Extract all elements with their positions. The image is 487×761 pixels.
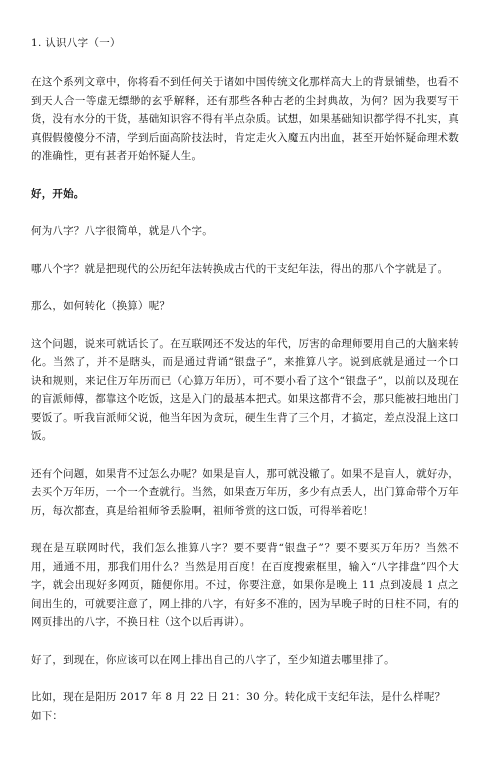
intro-paragraph: 在这个系列文章中，你将看不到任何关于诸如中国传统文化那样高大上的背景铺垫，也看不到天人合一等虚无缥缈的玄乎解释，还有那些各种古老的尘封典故，为何？因为我要写干货，没有水分的干货，基础知识容不得有半点杂质。试想，如果基础知识都学得不扎实，真真假假傻傻分不清，学到后面高阶技法时，肯定走火入魔五内出血，甚至开始怀疑命理术数的准确性，更有甚者开始怀疑人生。: [31, 76, 459, 162]
example-paragraph: 比如，现在是阳历 2017 年 8 月 22 日 21：30 分。转化成干支纪年法，是什么样呢？: [31, 691, 446, 703]
almanac-paragraph: 还有个问题，如果背不过怎么办呢？如果是盲人，那可就没辙了。如果不是盲人，就好办，去买个万年历，一个一个查就行。当然，如果查万年历，多少有点丢人，出门算命带个万年历，每次都查，真是给祖师爷丢脸啊，祖师爷赏的这口饭，可得举着吃！: [31, 467, 459, 517]
as-follows-paragraph: 如下：: [31, 709, 64, 722]
which-eight-paragraph: 哪八个字？就是把现代的公历纪年法转换成古代的干支纪年法，得出的那八个字就是了。: [31, 262, 449, 275]
memorization-paragraph: 这个问题，说来可就话长了。在互联网还不发达的年代，厉害的命理师要用自己的大脑来转化。当然了，并不是瞎头，而是通过背诵“银盘子”，来推算八字。说到底就是通过一个口诀和规则，来记住万年历而已（心算万年历），可不要小看了这个“银盘子”，以前以及现在的盲派师傅，都靠这个吃饭，这是入门的最基本把式。如果这都背不会，那只能被扫地出门要饭了。听我盲派师父说，他当年因为贪玩，硬生生背了三个月，才搞定，差点没混上这口饭。: [31, 337, 459, 442]
what-is-bazi-paragraph: 何为八字？八字很简单，就是八个字。: [31, 225, 213, 237]
summary-paragraph: 好了，到现在，你应该可以在网上排出自己的八字了，至少知道去哪里排了。: [31, 653, 395, 666]
how-to-convert-paragraph: 那么，如何转化（换算）呢？: [31, 300, 171, 312]
section-heading: 1. 认识八字（一）: [31, 37, 121, 49]
internet-paragraph: 现在是互联网时代，我们怎么推算八字？要不要背“银盘子”？要不要买万年历？当然不用，通通不用，那我们用什么？当然是用百度！在百度搜索框里，输入“八字排盘”四个大字，就会出现好多网页，随便你用。不过，你要注意，如果你是晚上 11 点到凌晨 1 点之间出生的，可就要注意了，网上排的八字，有好多不准的，因为早晚子时的日柱不同，有的网页排出的八字，不换日柱（这个以后再讲）。: [31, 542, 459, 628]
start-paragraph: 好，开始。: [31, 187, 85, 200]
